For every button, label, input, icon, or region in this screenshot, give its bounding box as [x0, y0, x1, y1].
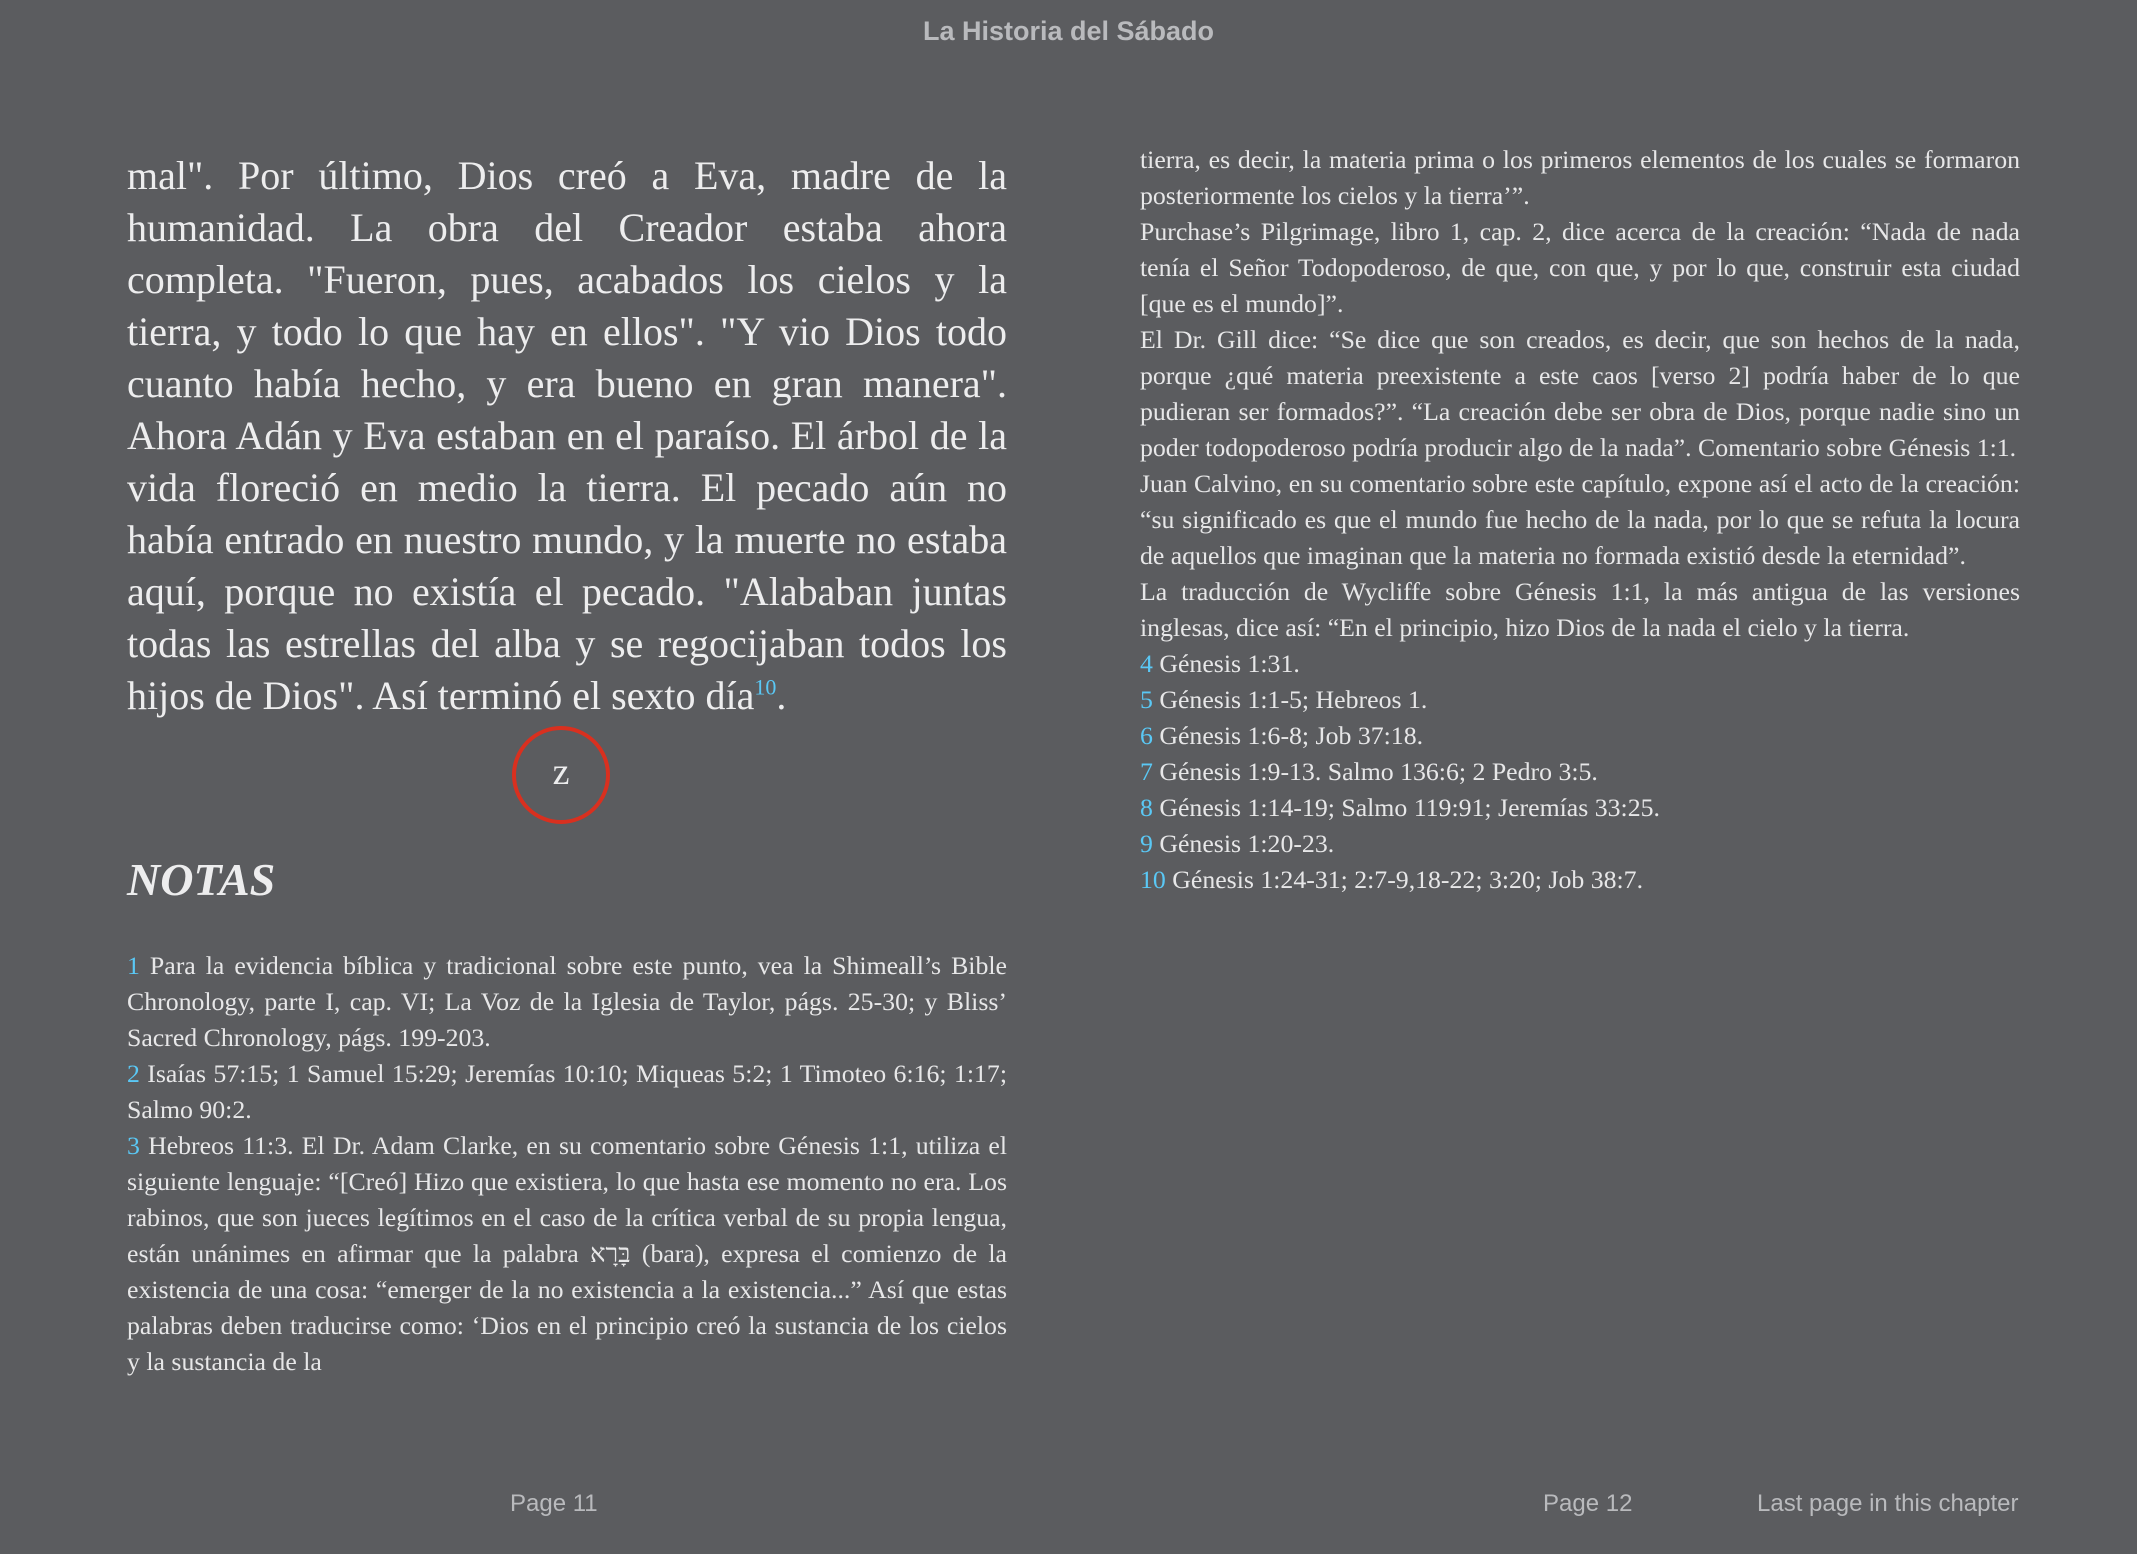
- note-item: [127, 1128, 1007, 1380]
- note-number-link[interactable]: 7: [1140, 757, 1153, 786]
- left-notes-list: [127, 948, 1007, 1380]
- note-number-link[interactable]: 2: [127, 1059, 140, 1088]
- page-number-left: Page 11: [510, 1490, 598, 1517]
- note-item: [127, 948, 1007, 1056]
- chapter-status: Last page in this chapter: [1757, 1490, 2019, 1517]
- note-text: Isaías 57:15; 1 Samuel 15:29; Jeremías 10:10; Miqueas 5:2; 1 Timoteo 6:16; 1:17; Salmo 90:2.: [127, 1059, 1007, 1124]
- note-text: Génesis 1:14-19; Salmo 119:91; Jeremías 33:25.: [1152, 793, 1660, 822]
- note-number-link[interactable]: 4: [1140, 649, 1153, 678]
- highlight-marker[interactable]: z: [512, 726, 610, 824]
- note-text: Génesis 1:24-31; 2:7-9,18-22; 3:20; Job 38:7.: [1165, 865, 1644, 894]
- note-number-link[interactable]: 10: [1140, 865, 1166, 894]
- note-paragraph: El Dr. Gill dice: “Se dice que son creados, es decir, que son hechos de la nada, porque ¿qué materia preexistente a este caos [verso 2] podría haber de lo que pudieran ser formados?”. “La creación debe ser obra de Dios, porque nadie sino un poder todopoderoso podría producir algo de la nada”. Comentario sobre Génesis 1:1.: [1140, 325, 2020, 462]
- annotation-area: [127, 722, 1007, 822]
- note-paragraph: tierra, es decir, la materia prima o los primeros elementos de los cuales se formaron posteriormente los cielos y la tierra’”.: [1140, 145, 2020, 210]
- note-item: [127, 1056, 1007, 1128]
- book-title: La Historia del Sábado: [922, 16, 1215, 46]
- right-notes-list: [1140, 142, 2020, 898]
- note-paragraph: La traducción de Wycliffe sobre Génesis 1:1, la más antigua de las versiones inglesas, dice así: “En el principio, hizo Dios de la nada el cielo y la tierra.: [1140, 577, 2020, 642]
- note-text: Génesis 1:6-8; Job 37:18.: [1152, 721, 1424, 750]
- note-item: [1140, 646, 2020, 682]
- note-number-link[interactable]: 8: [1140, 793, 1153, 822]
- note-number-link[interactable]: 9: [1140, 829, 1153, 858]
- note-text: Génesis 1:9-13. Salmo 136:6; 2 Pedro 3:5.: [1152, 757, 1598, 786]
- notes-heading: NOTAS: [127, 854, 276, 905]
- right-page: [1140, 145, 2020, 898]
- note-item: [1140, 826, 2020, 862]
- body-text: mal". Por último, Dios creó a Eva, madre de la humanidad. La obra del Creador estaba ahora completa. "Fueron, pues, acabados los cielos y la tierra, y todo lo que hay en ellos". "Y vio Dios todo cuanto había hecho, y era bueno en gran manera". Ahora Adán y Eva estaban en el paraíso. El árbol de la vida floreció en medio la tierra. El pecado aún no había entrado en nuestro mundo, y la muerte no estaba aquí, porque no existía el pecado. "Alababan juntas todas las estrellas del alba y se regocijaban todos los hijos de Dios". Así terminó el sexto día: [127, 153, 1007, 718]
- body-text-end: .: [776, 673, 787, 718]
- note-paragraph: Purchase’s Pilgrimage, libro 1, cap. 2, dice acerca de la creación: “Nada de nada tenía el Señor Todopoderoso, de que, con que, y por lo que, construir esta ciudad [que es el mundo]”.: [1140, 217, 2020, 318]
- note-number-link[interactable]: 3: [127, 1131, 140, 1160]
- note-text: Génesis 1:31.: [1152, 649, 1300, 678]
- note-item: [1140, 682, 2020, 718]
- footnote-ref-10[interactable]: 10: [754, 674, 777, 700]
- note-text: Génesis 1:1-5; Hebreos 1.: [1152, 685, 1428, 714]
- note-item: [1140, 862, 2020, 898]
- note-text: Hebreos 11:3. El Dr. Adam Clarke, en su comentario sobre Génesis 1:1, utiliza el siguiente lenguaje: “[Creó] Hizo que existiera, lo que hasta ese momento no era. Los rabinos, que son jueces legítimos en el caso de la crítica verbal de su propia lengua, están unánimes en afirmar que la palabra בָּרָא (bara), expresa el comienzo de la existencia de una cosa: “emerger de la no existencia a la existencia...” Así que estas palabras deben traducirse como: ‘Dios en el principio creó la sustancia de los cielos y la sustancia de la: [127, 1131, 1007, 1376]
- note-number-link[interactable]: 5: [1140, 685, 1153, 714]
- note-item: [1140, 754, 2020, 790]
- note-paragraph: Juan Calvino, en su comentario sobre este capítulo, expone así el acto de la creación: “su significado es que el mundo fue hecho de la nada, por lo que se refuta la locura de aquellos que imaginan que la materia no formada existió desde la eternidad”.: [1140, 469, 2020, 570]
- note-text: Para la evidencia bíblica y tradicional sobre este punto, vea la Shimeall’s Bible Chronology, parte I, cap. VI; La Voz de la Iglesia de Taylor, págs. 25-30; y Bliss’ Sacred Chronology, págs. 199-203.: [127, 951, 1007, 1052]
- note-text: Génesis 1:20-23.: [1152, 829, 1335, 858]
- note-number-link[interactable]: 6: [1140, 721, 1153, 750]
- note-item: [1140, 790, 2020, 826]
- left-page: [127, 150, 1007, 1380]
- page-number-right: Page 12: [1543, 1490, 1633, 1517]
- note-item: [1140, 718, 2020, 754]
- left-page-body: [127, 150, 1007, 722]
- note-number-link[interactable]: 1: [127, 951, 140, 980]
